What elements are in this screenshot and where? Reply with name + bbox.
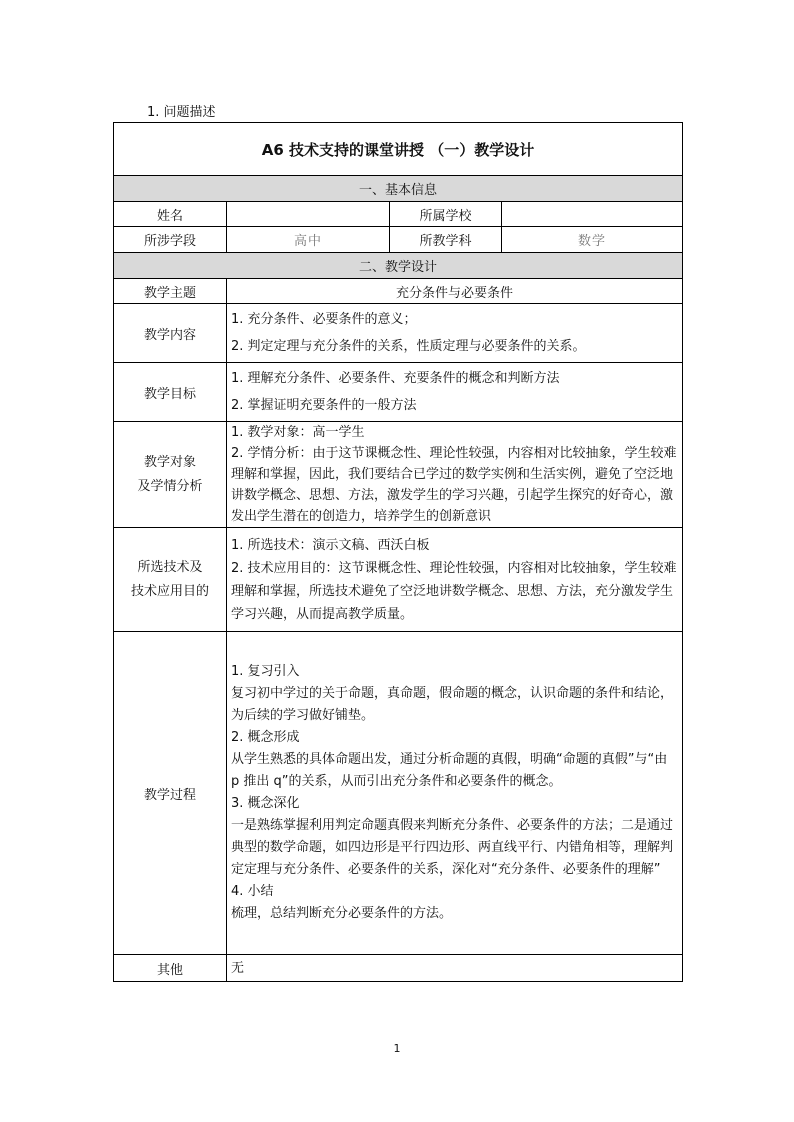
theme-value: 充分条件与必要条件 bbox=[227, 279, 683, 304]
page-number: 1 bbox=[393, 1042, 401, 1055]
process-step-2-title: 2. 概念形成 bbox=[231, 730, 300, 745]
section-heading: 1. 问题描述 bbox=[147, 105, 216, 120]
audience-label bbox=[114, 422, 227, 528]
content-label: 教学内容 bbox=[114, 304, 227, 363]
process-step-2-text: 从学生熟悉的具体命题出发，通过分析命题的真假，明确“命题的真假”与“由 p 推出 q”的关系，从而引出充分条件和必要条件的概念。 bbox=[231, 752, 668, 789]
lesson-plan-table bbox=[113, 122, 683, 982]
stage-label: 所涉学段 bbox=[114, 227, 227, 253]
audience-label-line-1: 教学对象 bbox=[143, 454, 196, 470]
theme-label: 教学主题 bbox=[114, 279, 227, 304]
tech-label bbox=[114, 528, 227, 632]
process-step-3-text: 一是熟练掌握利用判定命题真假来判断充分条件、必要条件的方法；二是通过典型的数学命题，如四边形是平行四边形、两直线平行、内错角相等，理解判定定理与充分条件、必要条件的关系，深化对“充分条件、必要条件的理解” bbox=[231, 818, 674, 877]
audience-label-line-2: 及学情分析 bbox=[137, 478, 203, 494]
stage-value: 高中 bbox=[227, 227, 390, 253]
other-value: 无 bbox=[227, 955, 683, 982]
process-step-1-title: 1. 复习引入 bbox=[231, 664, 300, 679]
goals-line-1: 1. 理解充分条件、必要条件、充要条件的概念和判断方法 bbox=[231, 371, 560, 386]
name-value bbox=[227, 202, 390, 227]
section-basic-info: 一、基本信息 bbox=[114, 176, 683, 202]
goals-label: 教学目标 bbox=[114, 363, 227, 422]
process-label: 教学过程 bbox=[114, 632, 227, 955]
tech-label-line-2: 技术应用目的 bbox=[130, 583, 209, 599]
process-step-4-text: 梳理，总结判断充分必要条件的方法。 bbox=[231, 906, 453, 921]
name-label: 姓名 bbox=[114, 202, 227, 227]
tech-line-1: 1. 所选技术：演示文稿、西沃白板 bbox=[231, 537, 430, 553]
document-title: A6 技术支持的课堂讲授 （一）教学设计 bbox=[114, 123, 683, 176]
audience-line-1: 1. 教学对象：高一学生 bbox=[231, 425, 365, 440]
tech-label-line-1: 所选技术及 bbox=[137, 559, 203, 575]
subject-label: 所教学科 bbox=[390, 227, 502, 253]
process-step-1-text: 复习初中学过的关于命题，真命题，假命题的概念，认识命题的条件和结论，为后续的学习做好铺垫。 bbox=[231, 686, 674, 723]
school-label: 所属学校 bbox=[390, 202, 502, 227]
process-cell bbox=[227, 632, 683, 955]
process-step-4-title: 4. 小结 bbox=[231, 884, 274, 899]
tech-cell bbox=[227, 528, 683, 632]
section-teaching-design: 二、教学设计 bbox=[114, 253, 683, 279]
content-cell bbox=[227, 304, 683, 363]
content-line-1: 1. 充分条件、必要条件的意义； bbox=[231, 312, 417, 327]
goals-cell bbox=[227, 363, 683, 422]
tech-line-2: 2. 技术应用目的：这节课概念性、理论性较强，内容相对比较抽象，学生较难理解和掌握，所选技术避免了空泛地讲数学概念、思想、方法，充分激发学生学习兴趣，从而提高教学质量。 bbox=[231, 560, 677, 622]
school-value bbox=[502, 202, 683, 227]
audience-line-2: 2. 学情分析：由于这节课概念性、理论性较强，内容相对比较抽象，学生较难理解和掌握，因此，我们要结合已学过的数学实例和生活实例，避免了空泛地讲数学概念、思想、方法，激发学生的学习兴趣，引起学生探究的好奇心，激发出学生潜在的创造力，培养学生的创新意识 bbox=[231, 446, 677, 524]
goals-line-2: 2. 掌握证明充要条件的一般方法 bbox=[231, 398, 417, 413]
audience-cell bbox=[227, 422, 683, 528]
process-step-3-title: 3. 概念深化 bbox=[231, 796, 300, 811]
subject-value: 数学 bbox=[502, 227, 683, 253]
content-line-2: 2. 判定定理与充分条件的关系，性质定理与必要条件的关系。 bbox=[231, 339, 586, 354]
other-label: 其他 bbox=[114, 955, 227, 982]
